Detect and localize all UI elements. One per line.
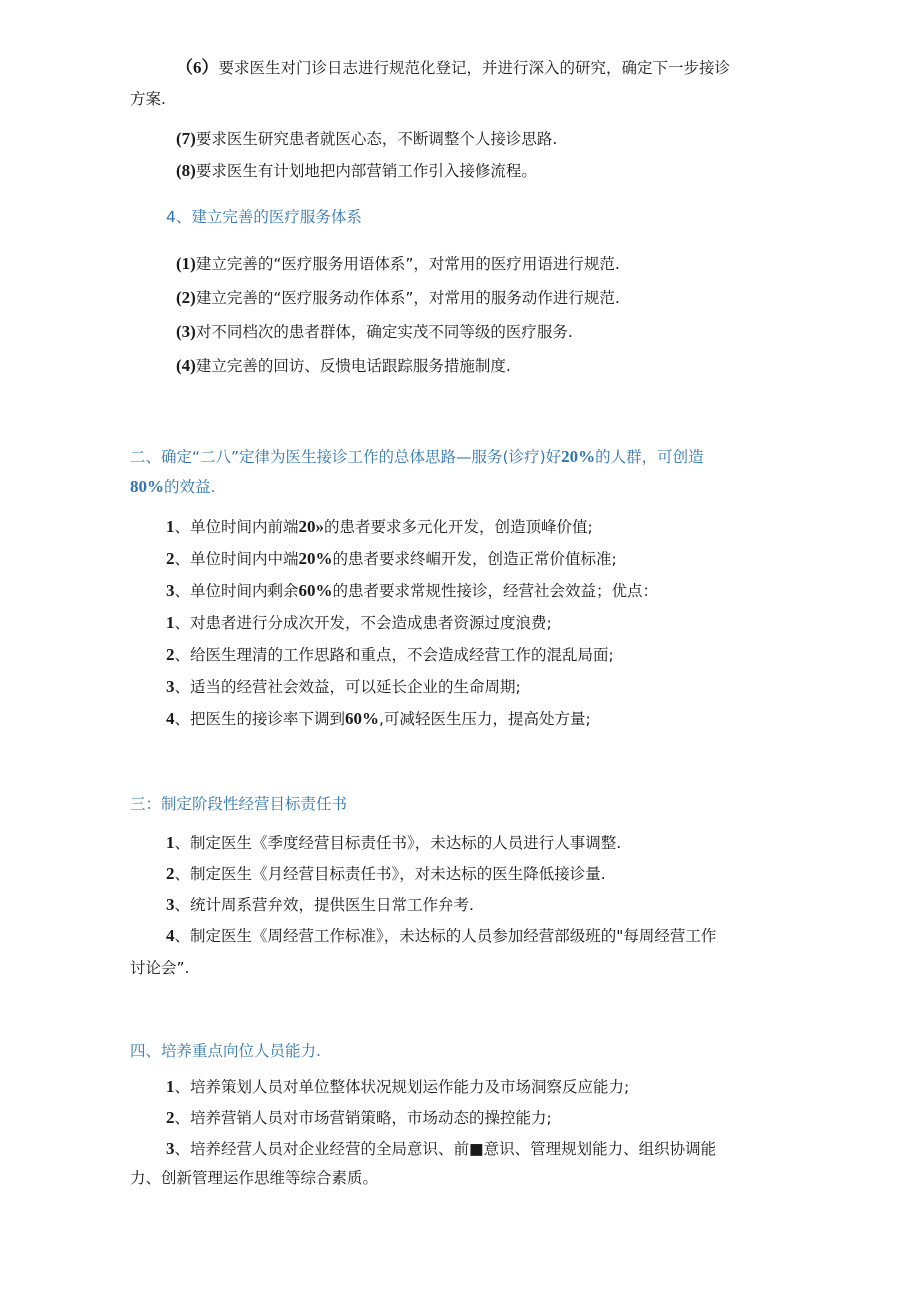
item-number: 2: [166, 549, 175, 568]
item-figure: 20»: [298, 517, 325, 536]
advantage-item-4: [166, 708, 591, 730]
target-item-2: [166, 863, 606, 885]
item-number: 3: [166, 677, 175, 696]
item-continuation: 讨论会”.: [130, 959, 190, 977]
service-item-3: [176, 321, 573, 343]
item-text: 、制定医生《月经营目标责任书》，对未达标的医生降低接诊量.: [174, 865, 606, 883]
item-text: 的患者要求多元化开发，创造顶峰价值;: [324, 518, 593, 536]
item-text: 、把医生的接诊率下调到: [174, 710, 346, 728]
heading-text: 二、确定“二八”定律为医生接诊工作的总体思路—服务(诊疗)好: [130, 448, 562, 466]
item-text: ,可减轻医生压力，提高处方量;: [379, 710, 591, 728]
item-text: 、对患者进行分成次开发，不会造成患者资源过度浪费;: [174, 614, 552, 632]
item-text: 建立完善的回访、反愦电话跟踪服务措施制度.: [195, 357, 511, 375]
advantage-item-3: [166, 676, 521, 698]
item-number: (4): [176, 356, 196, 375]
item-number: 3: [166, 581, 175, 600]
item-text: 、统计周系营弁效，提供医生日常工作弁考.: [174, 896, 474, 914]
item-text: 、制定医生《季度经营目标责任书》，未达标的人员进行人事调整.: [174, 834, 622, 852]
pareto-item-2: [166, 548, 617, 570]
section-heading-targets: 三：制定阶段性经营目标责任书: [130, 795, 348, 813]
pareto-item-1: [166, 516, 593, 538]
item-7: [176, 128, 557, 150]
advantage-item-1: [166, 612, 552, 634]
item-number: 3: [166, 1139, 175, 1158]
item-text: 、单位时间内中端: [174, 550, 299, 568]
target-item-1: [166, 832, 621, 854]
item-text: 、给医生理清的工作思路和重点，不会造成经营工作的混乱局面;: [174, 646, 614, 664]
item-number: 2: [166, 1108, 175, 1127]
item-number: (2): [176, 288, 196, 307]
item-text: 要求医生有计划地把内部营销工作引入接修流程。: [195, 162, 537, 180]
section-heading-service-system: 4、建立完善的医疗服务体系: [166, 208, 362, 226]
item-number: 2: [166, 645, 175, 664]
item-text: 要求医生对门诊日志进行规范化登记，并进行深入的研究，确定下一步接诊: [218, 59, 731, 77]
service-item-4: [176, 355, 511, 377]
item-number: 4: [166, 709, 175, 728]
item-figure: 20%: [298, 549, 333, 568]
item-figure: 60%: [345, 709, 380, 728]
item-number: 2: [166, 864, 175, 883]
service-item-2: [176, 287, 620, 309]
heading-text: 的效益.: [164, 478, 216, 496]
item-text: 、适当的经营社会效益，可以延长企业的生命周期;: [174, 678, 521, 696]
item-figure: 60%: [298, 581, 333, 600]
item-number: （6）: [176, 58, 219, 77]
item-text: 、单位时间内剩余: [174, 582, 299, 600]
capability-item-1: [166, 1076, 629, 1098]
section-heading-pareto: [130, 442, 790, 502]
pareto-item-3: [166, 580, 658, 602]
heading-number: 80%: [130, 477, 164, 496]
item-text: 的患者要求终嵋开发，创造正常价值标准;: [332, 550, 617, 568]
item-text: 、培养营销人员对市场营销策略，市场动态的操控能力;: [174, 1109, 552, 1127]
section-heading-capabilities: 四、培养重点向位人员能力.: [130, 1042, 321, 1060]
item-text: 建立完善的“医疗服务用语体系”，对常用的医疗用语进行规范.: [195, 255, 620, 273]
item-continuation: 方案.: [130, 90, 166, 108]
item-text: 的患者要求常规性接诊，经营社会效益；优点：: [332, 582, 659, 600]
item-text: 、制定医生《周经营工作标准》，未达标的人员参加经营部级班的"每周经营工作: [174, 927, 717, 945]
item-number: (8): [176, 161, 196, 180]
item-number: 1: [166, 613, 175, 632]
item-number: 1: [166, 517, 175, 536]
item-number: 3: [166, 895, 175, 914]
item-8: [176, 160, 537, 182]
service-item-1: [176, 253, 620, 275]
item-text: 、单位时间内前端: [174, 518, 299, 536]
item-number: 4: [166, 926, 175, 945]
advantage-item-2: [166, 644, 614, 666]
heading-number: 20%: [561, 447, 596, 466]
capability-item-2: [166, 1107, 552, 1129]
heading-text: 的人群，可创造: [595, 448, 704, 466]
item-text: 要求医生研究患者就医心态，不断调整个人接诊思路.: [195, 130, 558, 148]
item-continuation: 力、创新管理运作思维等综合素质。: [130, 1169, 379, 1187]
item-number: 1: [166, 1077, 175, 1096]
item-text: 建立完善的“医疗服务动作体系”，对常用的服务动作进行规范.: [195, 289, 620, 307]
item-number: (1): [176, 254, 196, 273]
item-text: 、培养策划人员对单位整体状况规划运作能力及市场洞察反应能力;: [174, 1078, 630, 1096]
item-text: 对不同档次的患者群体，确定实茂不同等级的医疗服务.: [195, 323, 573, 341]
item-number: (7): [176, 129, 196, 148]
item-text: 、培养经营人员对企业经营的全局意识、前■意识、管理规划能力、组织协调能: [174, 1140, 717, 1158]
item-number: (3): [176, 322, 196, 341]
target-item-3: [166, 894, 474, 916]
item-number: 1: [166, 833, 175, 852]
